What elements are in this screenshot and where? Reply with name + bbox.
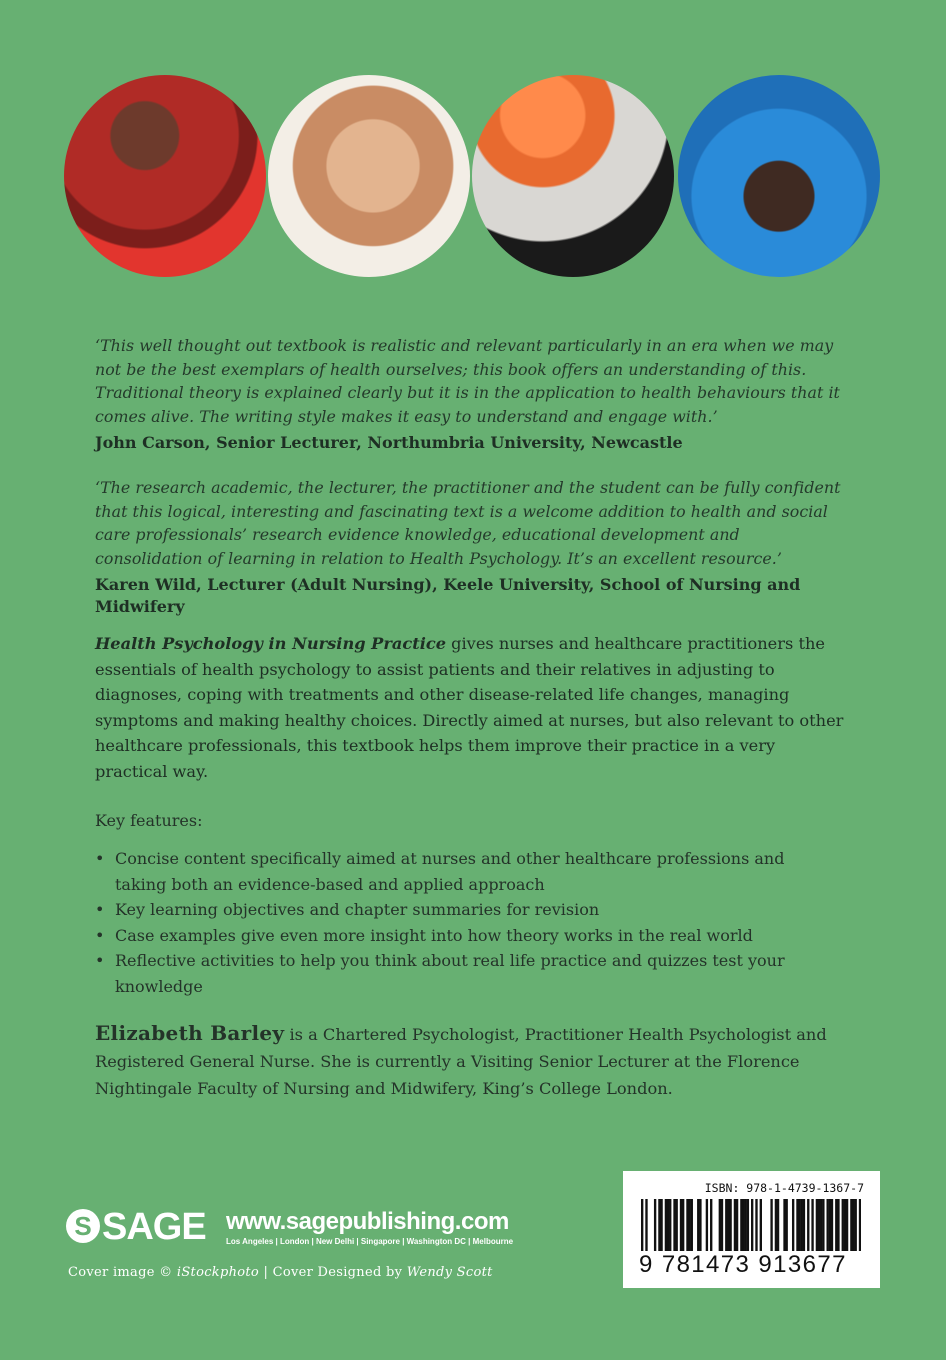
nurse-tablet-photo xyxy=(678,75,880,277)
barcode-bar xyxy=(736,1199,738,1251)
barcode-bar xyxy=(645,1199,647,1251)
barcode-bar xyxy=(751,1199,753,1251)
barcode-bar xyxy=(665,1199,667,1251)
quote-attribution: John Carson, Senior Lecturer, Northumbria University, Newcastle xyxy=(95,433,683,452)
barcode-bar xyxy=(831,1199,833,1251)
barcode-bar xyxy=(676,1199,678,1251)
description-text: gives nurses and healthcare practitioners the essentials of health psychology to assist patients and their relatives in adjusting to diagnoses, coping with treatments and other disease-related life changes, managing symptoms and making healthy choices. Directly aimed at nurses, but also relevant to other healthcare professionals, this textbook helps them improve their practice in a very practical way. xyxy=(95,634,844,781)
barcode-bar xyxy=(786,1199,788,1251)
barcode-bar xyxy=(850,1199,852,1251)
barcode-bar xyxy=(822,1199,824,1251)
publisher-logo xyxy=(66,1207,566,1255)
barcode-bar xyxy=(783,1199,785,1251)
salmon-sushi-photo xyxy=(472,75,674,277)
barcode-bar xyxy=(710,1199,712,1251)
barcode-bar xyxy=(852,1199,854,1251)
barcode-bar xyxy=(699,1199,701,1251)
barcode-bar xyxy=(734,1199,736,1251)
author-bio-text: is a Chartered Psychologist, Practitioner Health Psychologist and Registered General Nurse. She is currently a Visiting Senior Lecturer at the Florence Nightingale Faculty of Nursing and Midwifery, King’s College London. xyxy=(95,1025,827,1098)
barcode-bar xyxy=(846,1199,848,1251)
barcode-bar xyxy=(801,1199,803,1251)
baby-photo xyxy=(268,75,470,277)
sage-logo-icon: S xyxy=(66,1209,100,1243)
barcode-bar xyxy=(820,1199,822,1251)
image-source: iStockphoto xyxy=(176,1265,260,1280)
designer-name: Wendy Scott xyxy=(406,1265,493,1280)
barcode-bar xyxy=(747,1199,749,1251)
barcode-bar xyxy=(667,1199,669,1251)
barcode-bar xyxy=(742,1199,744,1251)
key-features-title: Key features: xyxy=(95,811,203,830)
barcode-bar xyxy=(796,1199,798,1251)
feature-list xyxy=(95,846,851,999)
barcode-bar xyxy=(798,1199,800,1251)
elderly-hands-photo xyxy=(64,75,266,277)
feature-item: • Case examples give even more insight into how theory works in the real world xyxy=(95,923,795,949)
barcode-bar xyxy=(669,1199,671,1251)
barcode-bar xyxy=(686,1199,688,1251)
barcode-bar xyxy=(777,1199,779,1251)
photo-strip xyxy=(64,75,884,275)
feature-item: • Reflective activities to help you think about real life practice and quizzes test your knowledge xyxy=(95,948,795,999)
isbn-label: ISBN: 978-1-4739-1367-7 xyxy=(704,1181,864,1195)
barcode-bar xyxy=(826,1199,828,1251)
review-quote-2 xyxy=(95,476,851,618)
author-name: Elizabeth Barley xyxy=(95,1021,285,1045)
barcode-bar xyxy=(745,1199,747,1251)
quote-text: ‘This well thought out textbook is realistic and relevant particularly in an era when we may not be the best exemplars of health ourselves; this book offers an understanding of this. Traditional theory is explained clearly but it is in the application to health behaviours that it comes alive. The writing style makes it easy to understand and engage with.’ xyxy=(95,336,840,426)
barcode-digits: 9 781473 913677 xyxy=(639,1251,847,1278)
barcode-bar xyxy=(641,1199,643,1251)
barcode-bar xyxy=(803,1199,805,1251)
barcode-panel xyxy=(623,1171,880,1288)
barcode-bar xyxy=(816,1199,818,1251)
barcode-bar xyxy=(727,1199,729,1251)
review-quote-1 xyxy=(95,334,851,454)
barcode-bar xyxy=(811,1199,813,1251)
barcode-bar xyxy=(680,1199,682,1251)
barcode-bar xyxy=(688,1199,690,1251)
barcode-bar xyxy=(775,1199,777,1251)
quote-text: ‘The research academic, the lecturer, the practitioner and the student can be fully confident that this logical, interesting and fascinating text is a welcome addition to health and social care professionals’ research evidence knowledge, educational development and consolidation of learning in relation to Health Psychology. It’s an excellent resource.’ xyxy=(95,478,841,568)
barcode-bar xyxy=(725,1199,727,1251)
barcode-bar xyxy=(658,1199,660,1251)
feature-item: • Key learning objectives and chapter summaries for revision xyxy=(95,897,795,923)
publisher-website: www.sagepublishing.com xyxy=(226,1208,509,1235)
book-title: Health Psychology in Nursing Practice xyxy=(95,634,446,653)
barcode-bar xyxy=(660,1199,662,1251)
key-features xyxy=(95,810,851,999)
barcode-bar xyxy=(654,1199,656,1251)
barcode-bar xyxy=(697,1199,699,1251)
barcode-bar xyxy=(842,1199,844,1251)
barcode-bar xyxy=(818,1199,820,1251)
quote-attribution: Karen Wild, Lecturer (Adult Nursing), Keele University, School of Nursing and Midwifery xyxy=(95,575,801,616)
barcode-bar xyxy=(792,1199,794,1251)
barcode-bar xyxy=(673,1199,675,1251)
feature-item: • Concise content specifically aimed at nurses and other healthcare professions and taking both an evidence-based and applied approach xyxy=(95,846,795,897)
barcode-bar xyxy=(770,1199,772,1251)
barcode-bar xyxy=(706,1199,708,1251)
sage-wordmark: SAGE xyxy=(102,1206,206,1248)
barcode-bar xyxy=(721,1199,723,1251)
barcode-bar xyxy=(740,1199,742,1251)
barcode-bar xyxy=(835,1199,837,1251)
author-bio xyxy=(95,1020,851,1102)
barcode-bar xyxy=(855,1199,857,1251)
barcode-bar xyxy=(837,1199,839,1251)
barcode-bar xyxy=(859,1199,861,1251)
barcode-bar xyxy=(844,1199,846,1251)
barcode-bar xyxy=(829,1199,831,1251)
barcode-bar xyxy=(691,1199,693,1251)
barcode-bar xyxy=(719,1199,721,1251)
publisher-cities: Los Angeles | London | New Delhi | Singapore | Washington DC | Melbourne xyxy=(226,1237,514,1246)
barcode-bar xyxy=(682,1199,684,1251)
barcode-bar xyxy=(729,1199,731,1251)
barcode-bar xyxy=(755,1199,757,1251)
barcode-bar xyxy=(760,1199,762,1251)
book-description xyxy=(95,631,851,785)
barcode-bar xyxy=(807,1199,809,1251)
cover-credit: Cover image © iStockphoto | Cover Designed by Wendy Scott xyxy=(68,1265,493,1280)
